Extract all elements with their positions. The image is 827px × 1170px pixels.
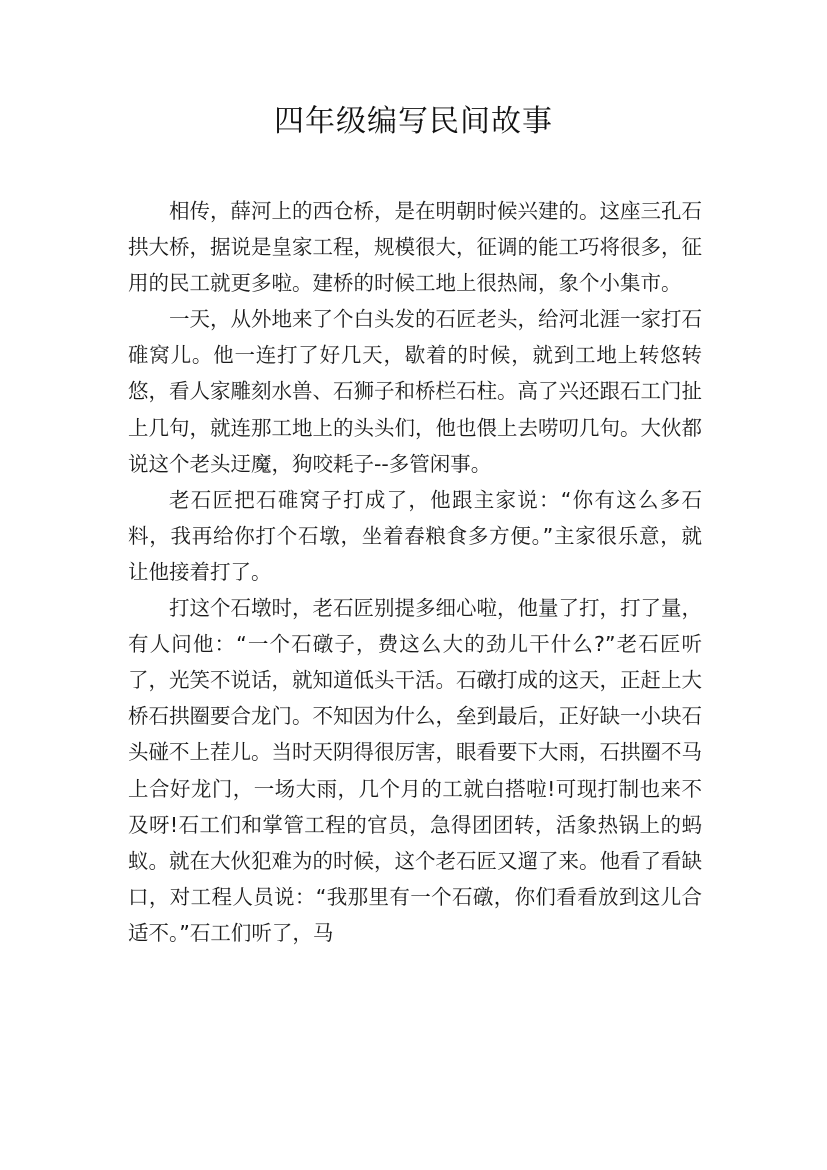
paragraph-1: 相传，薛河上的西仓桥，是在明朝时候兴建的。这座三孔石拱大桥，据说是皇家工程，规模很大，征调的能工巧将很多，征用的民工就更多啦。建桥的时候工地上很热闹，象个小集市。 <box>128 199 702 296</box>
document-title: 四年级编写民间故事 <box>274 104 553 139</box>
document-body <box>128 193 702 951</box>
paragraph-2: 一天，从外地来了个白头发的石匠老头，给河北涯一家打石碓窝儿。他一连打了好几天，歇着的时候，就到工地上转悠转悠，看人家雕刻水兽、石狮子和桥栏石柱。高了兴还跟石工门扯上几句，就连那工地上的头头们，他也偎上去唠叨几句。大伙都说这个老头迂魔，狗咬耗子--多管闲事。 <box>128 307 702 476</box>
paragraph-4: 打这个石墩时，老石匠别提多细心啦，他量了打，打了量，有人问他：“一个石礅子，费这么大的劲儿干什么?”老石匠听了，光笑不说话，就知道低头干活。石礅打成的这天，正赶上大桥石拱圈要合龙门。不知因为什么，垒到最后，正好缺一小块石头碰不上茬儿。当时天阴得很厉害，眼看要下大雨，石拱圈不马上合好龙门，一场大雨，几个月的工就白搭啦!可现打制也来不及呀!石工们和掌管工程的官员，急得团团转，活象热锅上的蚂蚁。就在大伙犯难为的时候，这个老石匠又遛了来。他看了看缺口，对工程人员说：“我那里有一个石礅，你们看看放到这儿合适不。”石工们听了，马 <box>128 596 702 945</box>
paragraph-3: 老石匠把石碓窝子打成了，他跟主家说：“你有这么多石料，我再给你打个石墩，坐着舂粮食多方便。”主家很乐意，就让他接着打了。 <box>128 487 702 584</box>
